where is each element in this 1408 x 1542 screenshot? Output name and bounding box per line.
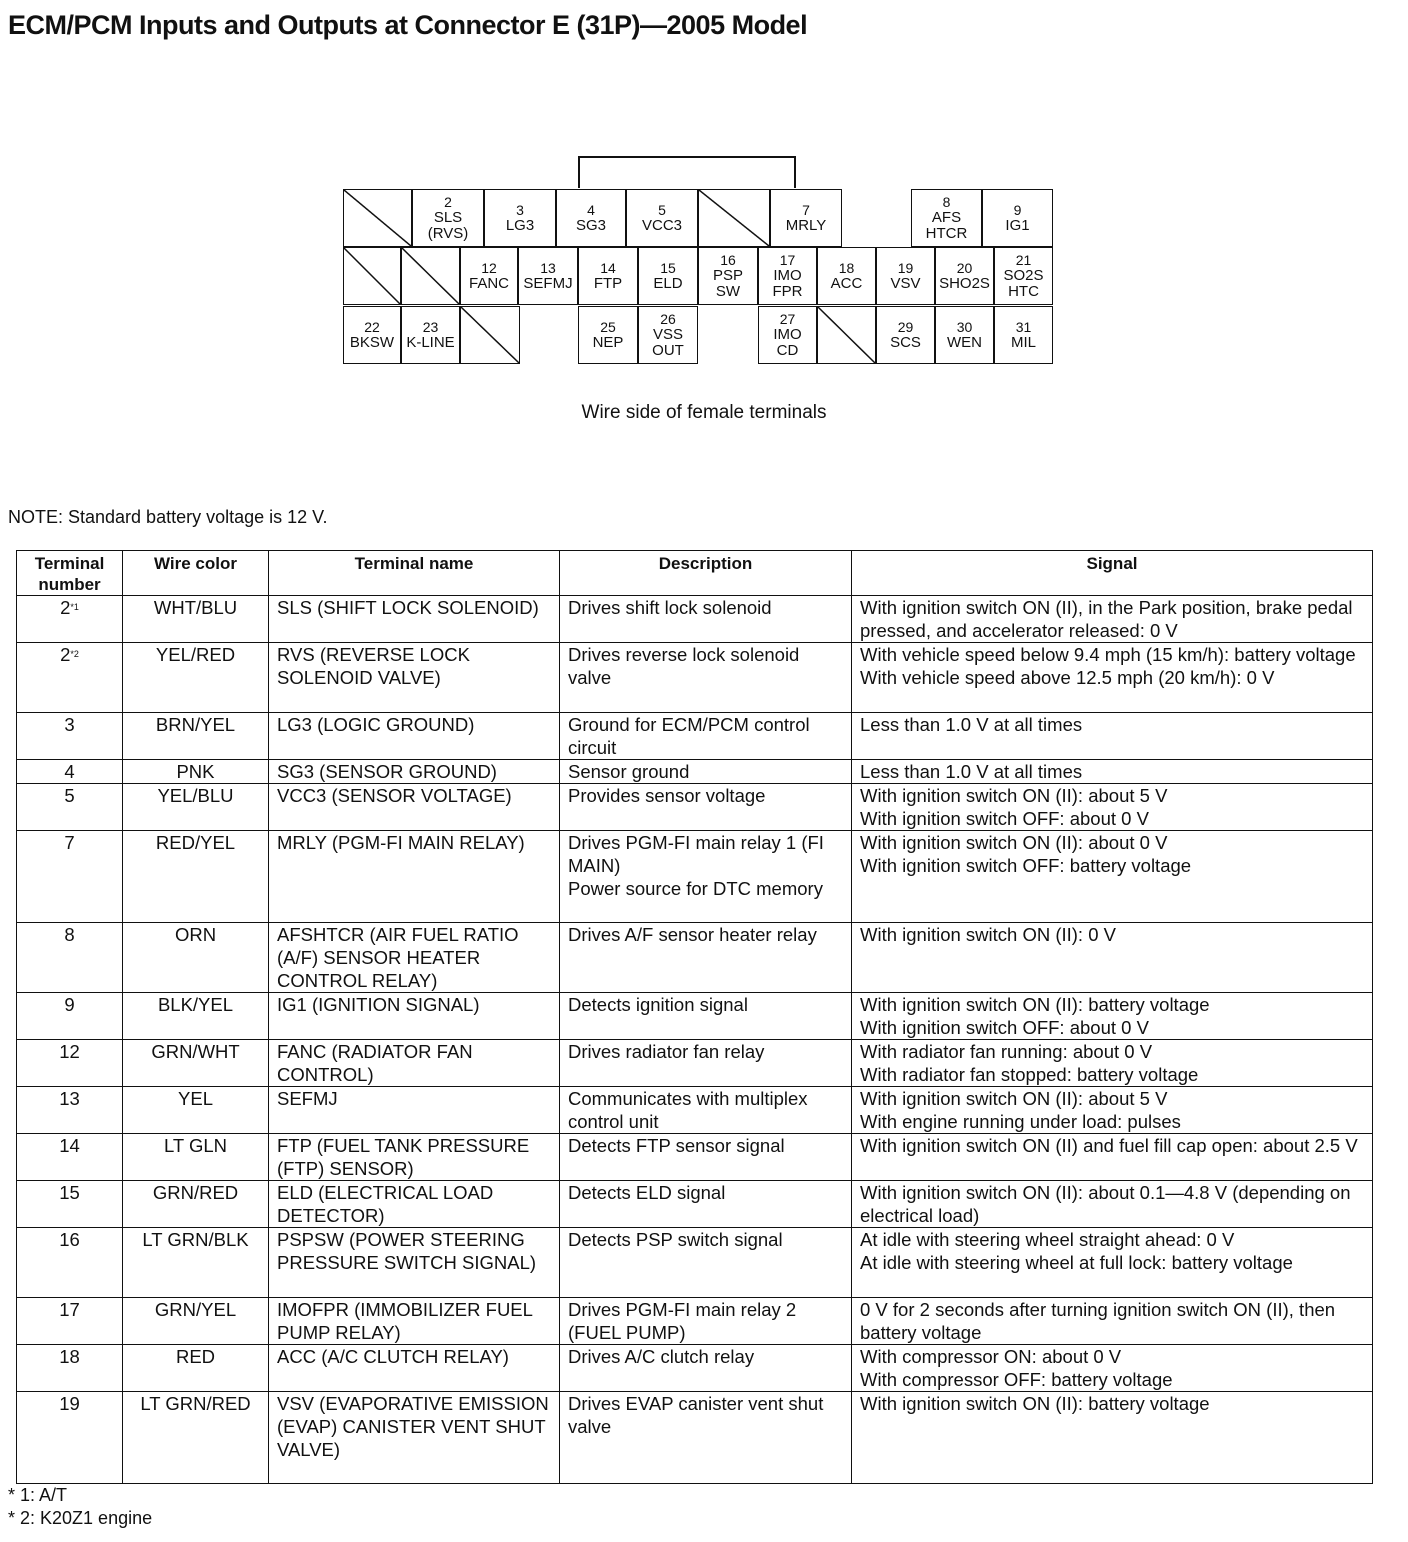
table-row	[17, 784, 1373, 831]
header-terminal: Terminal number	[17, 551, 123, 596]
terminal-number: 14	[600, 260, 616, 276]
table-row	[17, 1298, 1373, 1345]
terminal-number: 25	[600, 319, 616, 335]
cell-terminal-name: IG1 (IGNITION SIGNAL)	[269, 993, 560, 1040]
cell-terminal-number: 2$^{*1}$	[17, 596, 123, 643]
connector-terminal-3	[484, 189, 556, 247]
terminal-label: SHO2S	[939, 275, 990, 292]
cell-terminal-name: FTP (FUEL TANK PRESSURE (FTP) SENSOR)	[269, 1134, 560, 1181]
connector-terminal-empty	[343, 247, 401, 305]
cell-wire-color: GRN/YEL	[123, 1298, 269, 1345]
cell-wire-color: GRN/WHT	[123, 1040, 269, 1087]
connector-terminal-4	[556, 189, 626, 247]
connector-terminal-5	[626, 189, 698, 247]
terminal-label: ELD	[653, 275, 683, 292]
cell-terminal-number: 13	[17, 1087, 123, 1134]
header-signal: Signal	[852, 551, 1373, 596]
cell-wire-color: RED	[123, 1345, 269, 1392]
battery-note: NOTE: Standard battery voltage is 12 V.	[8, 507, 328, 527]
terminal-number: 30	[956, 319, 973, 335]
cell-signal: With ignition switch ON (II): battery voltage With ignition switch OFF: about 0 V	[852, 993, 1373, 1040]
terminal-label: VSV	[890, 275, 921, 292]
cell-signal: With ignition switch ON (II): about 0.1—4.8 V (depending on electrical load)	[852, 1181, 1373, 1228]
connector-terminal-31	[994, 306, 1053, 364]
terminal-label: SW	[715, 283, 741, 300]
cell-terminal-number: 2$^{*2}$	[17, 643, 123, 713]
table-header-row	[17, 551, 1373, 596]
terminal-label: CD	[776, 342, 799, 359]
cell-description: Drives PGM-FI main relay 1 (FI MAIN) Power source for DTC memory	[560, 831, 852, 923]
connector-terminal-16	[698, 247, 758, 305]
cell-signal: With ignition switch ON (II): about 5 V With engine running under load: pulses	[852, 1087, 1373, 1134]
terminal-number: 7	[802, 202, 810, 218]
cell-terminal-name: SG3 (SENSOR GROUND)	[269, 760, 560, 784]
page-title: ECM/PCM Inputs and Outputs at Connector E (31P)—2005 Model	[8, 10, 808, 40]
terminal-number: 5	[658, 202, 666, 218]
cell-wire-color: GRN/RED	[123, 1181, 269, 1228]
cell-terminal-name: LG3 (LOGIC GROUND)	[269, 713, 560, 760]
cell-signal: Less than 1.0 V at all times	[852, 760, 1373, 784]
connector-terminal-empty	[698, 189, 770, 247]
cell-description: Drives PGM-FI main relay 2 (FUEL PUMP)	[560, 1298, 852, 1345]
terminal-label: MRLY	[785, 217, 827, 234]
connector-terminal-2	[412, 189, 484, 247]
terminal-number: 3	[516, 202, 524, 218]
cell-terminal-number: 5	[17, 784, 123, 831]
connector-terminal-29	[876, 306, 935, 364]
cell-wire-color: ORN	[123, 923, 269, 993]
cell-wire-color: YEL/RED	[123, 643, 269, 713]
connector-diagram	[0, 0, 1408, 460]
connector-terminal-14	[578, 247, 638, 305]
cell-wire-color: WHT/BLU	[123, 596, 269, 643]
cell-terminal-number: 8	[17, 923, 123, 993]
terminal-number: 9	[1013, 202, 1022, 218]
cell-terminal-name: PSPSW (POWER STEERING PRESSURE SWITCH SIGNAL)	[269, 1228, 560, 1298]
cell-signal: With ignition switch ON (II) and fuel fill cap open: about 2.5 V	[852, 1134, 1373, 1181]
connector-terminal-empty	[343, 189, 412, 247]
cell-terminal-number: 3	[17, 713, 123, 760]
cell-signal: With ignition switch ON (II): 0 V	[852, 923, 1373, 993]
cell-signal: With compressor ON: about 0 V With compressor OFF: battery voltage	[852, 1345, 1373, 1392]
cell-signal: With ignition switch ON (II): battery voltage	[852, 1392, 1373, 1484]
terminal-label: IMO	[773, 326, 802, 343]
terminal-label: ACC	[830, 275, 863, 292]
cell-signal: 0 V for 2 seconds after turning ignition switch ON (II), then battery voltage	[852, 1298, 1373, 1345]
connector-caption: Wire side of female terminals	[581, 402, 827, 423]
cell-description: Drives shift lock solenoid	[560, 596, 852, 643]
terminal-label: HTC	[1008, 283, 1039, 300]
cell-wire-color: BLK/YEL	[123, 993, 269, 1040]
terminal-label: SG3	[575, 217, 606, 234]
terminal-number: 29	[897, 319, 914, 335]
connector-terminal-empty	[460, 306, 520, 364]
connector-terminal-21	[994, 247, 1053, 305]
cell-terminal-number: 12	[17, 1040, 123, 1087]
connector-terminal-8	[911, 189, 982, 247]
terminal-number: 16	[720, 252, 736, 268]
table-row	[17, 713, 1373, 760]
table-row	[17, 760, 1373, 784]
table-row	[17, 1345, 1373, 1392]
cell-wire-color: RED/YEL	[123, 831, 269, 923]
cell-description: Drives A/C clutch relay	[560, 1345, 852, 1392]
connector-terminal-23	[401, 306, 460, 364]
cell-terminal-number: 4	[17, 760, 123, 784]
connector-terminal-empty	[817, 306, 876, 364]
cell-description: Drives A/F sensor heater relay	[560, 923, 852, 993]
terminal-label: PSP	[712, 267, 743, 284]
terminal-label: SLS	[433, 209, 463, 226]
connector-terminal-18	[817, 247, 876, 305]
cell-description: Ground for ECM/PCM control circuit	[560, 713, 852, 760]
terminal-number: 19	[897, 260, 914, 276]
table-row	[17, 1392, 1373, 1484]
terminal-label: BKSW	[349, 334, 395, 351]
terminal-label: HTCR	[925, 225, 968, 242]
header-wire-color: Wire color	[123, 551, 269, 596]
terminal-label: VSS	[652, 326, 683, 343]
cell-terminal-name: MRLY (PGM-FI MAIN RELAY)	[269, 831, 560, 923]
table-row	[17, 1181, 1373, 1228]
connector-terminal-empty	[401, 247, 460, 305]
cell-wire-color: LT GRN/BLK	[123, 1228, 269, 1298]
cell-description: Provides sensor voltage	[560, 784, 852, 831]
cell-terminal-number: 19	[17, 1392, 123, 1484]
cell-terminal-number: 9	[17, 993, 123, 1040]
table-row	[17, 1087, 1373, 1134]
connector-terminal-22	[343, 306, 401, 364]
cell-signal: With ignition switch ON (II), in the Park position, brake pedal pressed, and accelerator released: 0 V	[852, 596, 1373, 643]
table-row	[17, 596, 1373, 643]
terminal-label: IMO	[773, 267, 802, 284]
cell-terminal-name: SLS (SHIFT LOCK SOLENOID)	[269, 596, 560, 643]
cell-terminal-name: RVS (REVERSE LOCK SOLENOID VALVE)	[269, 643, 560, 713]
terminal-label: LG3	[505, 217, 535, 234]
cell-terminal-name: AFSHTCR (AIR FUEL RATIO (A/F) SENSOR HEATER CONTROL RELAY)	[269, 923, 560, 993]
terminal-label: SCS	[890, 334, 921, 351]
cell-terminal-number: 7	[17, 831, 123, 923]
terminal-number: 4	[587, 202, 595, 218]
cell-wire-color: BRN/YEL	[123, 713, 269, 760]
connector-terminal-13	[518, 247, 578, 305]
cell-wire-color: LT GLN	[123, 1134, 269, 1181]
table-row	[17, 831, 1373, 923]
terminal-label: MIL	[1010, 334, 1036, 351]
cell-terminal-name: IMOFPR (IMMOBILIZER FUEL PUMP RELAY)	[269, 1298, 560, 1345]
cell-terminal-number: 14	[17, 1134, 123, 1181]
terminal-number: 12	[481, 260, 497, 276]
cell-terminal-name: VSV (EVAPORATIVE EMISSION (EVAP) CANISTER VENT SHUT VALVE)	[269, 1392, 560, 1484]
cell-description: Sensor ground	[560, 760, 852, 784]
terminal-number: 21	[1015, 252, 1032, 268]
cell-terminal-name: VCC3 (SENSOR VOLTAGE)	[269, 784, 560, 831]
cell-wire-color: YEL/BLU	[123, 784, 269, 831]
cell-signal: With ignition switch ON (II): about 0 V With ignition switch OFF: battery voltage	[852, 831, 1373, 923]
table-row	[17, 993, 1373, 1040]
terminal-label: IG1	[1005, 217, 1030, 234]
terminal-number: 20	[956, 260, 973, 276]
table-row	[17, 1228, 1373, 1298]
connector-terminal-25	[578, 306, 638, 364]
cell-description: Drives radiator fan relay	[560, 1040, 852, 1087]
connector-terminal-9	[982, 189, 1053, 247]
terminal-number: 8	[942, 194, 951, 210]
connector-terminal-30	[935, 306, 994, 364]
cell-description: Detects ignition signal	[560, 993, 852, 1040]
cell-wire-color: PNK	[123, 760, 269, 784]
cell-terminal-name: FANC (RADIATOR FAN CONTROL)	[269, 1040, 560, 1087]
cell-description: Detects PSP switch signal	[560, 1228, 852, 1298]
connector-terminal-17	[758, 247, 817, 305]
table-row	[17, 1040, 1373, 1087]
cell-description: Communicates with multiplex control unit	[560, 1087, 852, 1134]
terminal-label: WEN	[947, 334, 982, 351]
connector-terminal-20	[935, 247, 994, 305]
terminal-number: 22	[364, 319, 380, 335]
header-terminal-name: Terminal name	[269, 551, 560, 596]
cell-terminal-number: 16	[17, 1228, 123, 1298]
terminal-label: SO2S	[1003, 267, 1044, 284]
terminal-number: 13	[540, 260, 556, 276]
cell-signal: Less than 1.0 V at all times	[852, 713, 1373, 760]
table-row	[17, 923, 1373, 993]
terminal-label: VCC3	[641, 217, 682, 234]
terminal-number: 2	[444, 194, 452, 210]
terminal-number: 18	[838, 260, 855, 276]
cell-terminal-number: 15	[17, 1181, 123, 1228]
terminal-number: 17	[779, 252, 796, 268]
io-table	[16, 550, 1373, 1484]
terminal-number: 26	[660, 311, 676, 327]
terminal-label: OUT	[652, 342, 684, 359]
cell-description: Drives EVAP canister vent shut valve	[560, 1392, 852, 1484]
cell-description: Detects ELD signal	[560, 1181, 852, 1228]
cell-signal: At idle with steering wheel straight ahead: 0 V At idle with steering wheel at full lock: battery voltage	[852, 1228, 1373, 1298]
cell-terminal-number: 18	[17, 1345, 123, 1392]
header-description: Description	[560, 551, 852, 596]
terminal-label: FTP	[593, 275, 623, 292]
footnote-mark: *2	[70, 649, 79, 659]
terminal-label: NEP	[592, 334, 624, 351]
cell-description: Detects FTP sensor signal	[560, 1134, 852, 1181]
cell-signal: With radiator fan running: about 0 V With radiator fan stopped: battery voltage	[852, 1040, 1373, 1087]
terminal-label: AFS	[931, 209, 962, 226]
connector-terminal-12	[460, 247, 518, 305]
terminal-label: FPR	[772, 283, 803, 300]
cell-wire-color: LT GRN/RED	[123, 1392, 269, 1484]
terminal-label: SEFMJ	[523, 275, 573, 292]
terminal-label: FANC	[468, 275, 509, 292]
connector-lock-tab	[578, 156, 796, 188]
footnote-mark: *1	[70, 602, 79, 612]
terminal-label: K-LINE	[406, 334, 455, 351]
connector-terminal-19	[876, 247, 935, 305]
table-row	[17, 643, 1373, 713]
connector-terminal-15	[638, 247, 698, 305]
table-row	[17, 1134, 1373, 1181]
cell-terminal-number: 17	[17, 1298, 123, 1345]
footnote-2: * 2: K20Z1 engine	[8, 1508, 153, 1528]
cell-terminal-name: SEFMJ	[269, 1087, 560, 1134]
terminal-number: 31	[1015, 319, 1032, 335]
terminal-number: 23	[422, 319, 439, 335]
cell-signal: With ignition switch ON (II): about 5 V With ignition switch OFF: about 0 V	[852, 784, 1373, 831]
terminal-label: (RVS)	[427, 225, 469, 242]
connector-terminal-26	[638, 306, 698, 364]
footnote-1: * 1: A/T	[8, 1485, 68, 1505]
connector-terminal-27	[758, 306, 817, 364]
terminal-number: 27	[779, 311, 796, 327]
cell-description: Drives reverse lock solenoid valve	[560, 643, 852, 713]
cell-signal: With vehicle speed below 9.4 mph (15 km/h): battery voltage With vehicle speed above 12.5 mph (20 km/h): 0 V	[852, 643, 1373, 713]
cell-terminal-name: ELD (ELECTRICAL LOAD DETECTOR)	[269, 1181, 560, 1228]
connector-terminal-7	[770, 189, 842, 247]
cell-wire-color: YEL	[123, 1087, 269, 1134]
terminal-number: 15	[660, 260, 676, 276]
cell-terminal-name: ACC (A/C CLUTCH RELAY)	[269, 1345, 560, 1392]
